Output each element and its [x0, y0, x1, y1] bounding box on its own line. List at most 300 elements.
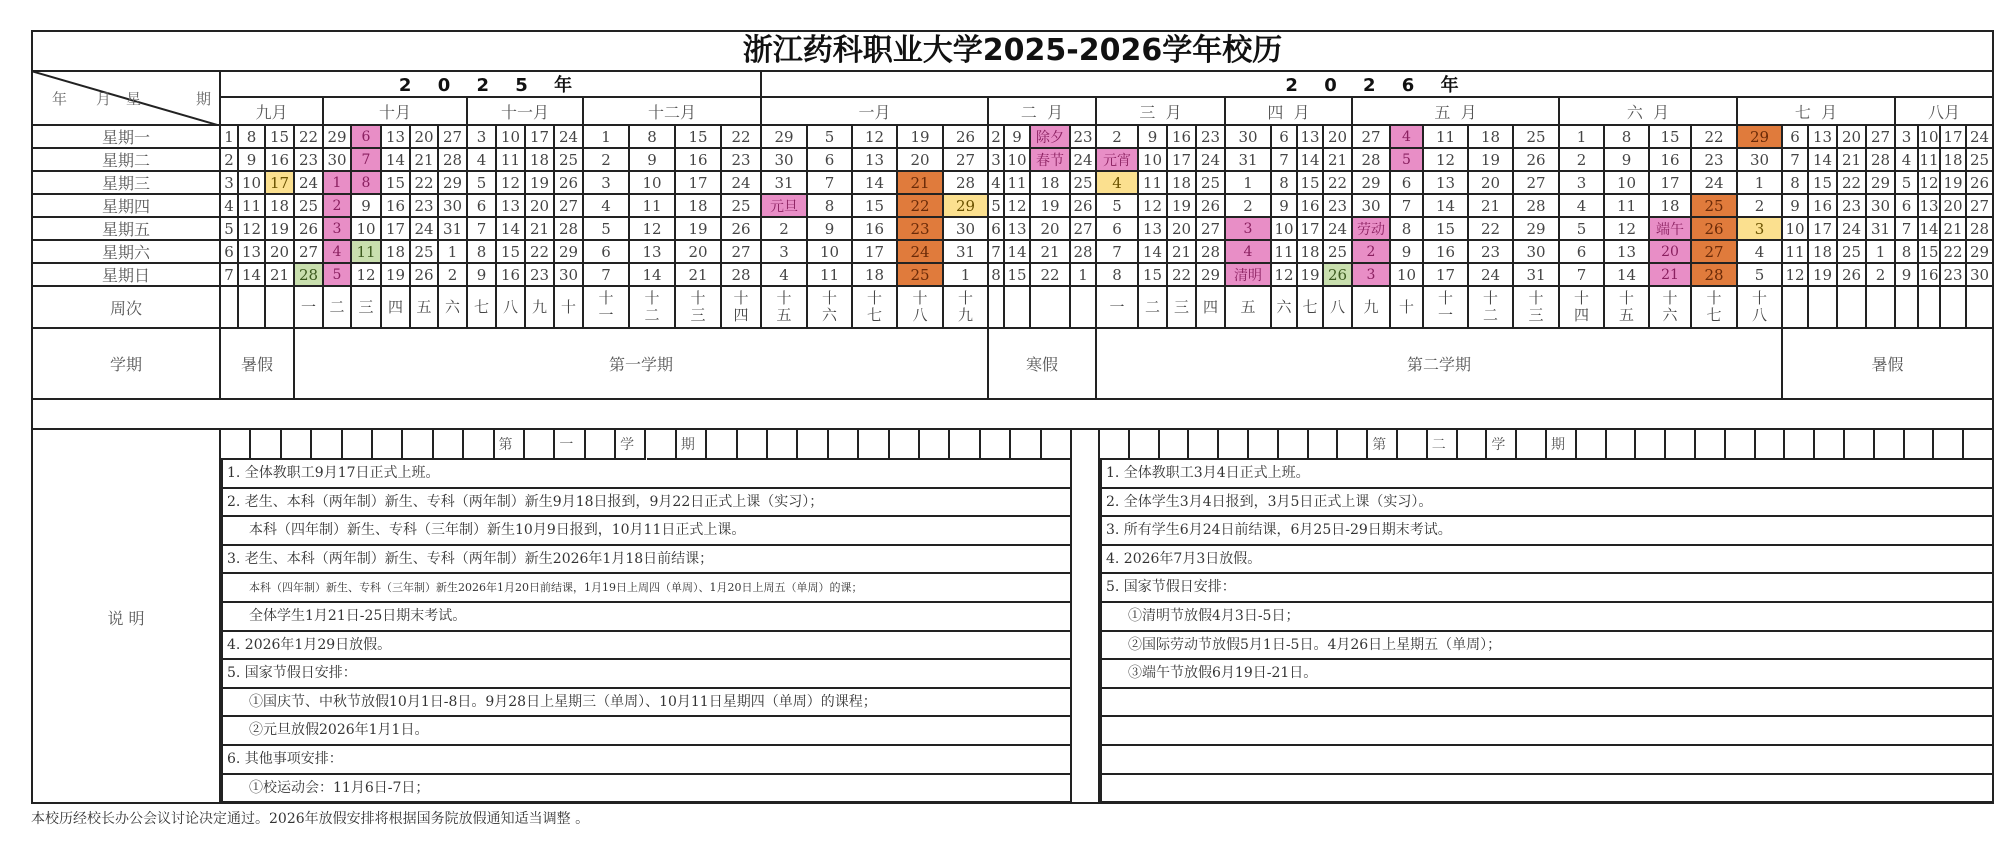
day-cell: 9	[808, 218, 853, 241]
day-cell: 21	[1168, 241, 1197, 264]
day-cell: 27	[1692, 241, 1738, 264]
day-cell: 24	[1469, 264, 1514, 287]
week-number-cell: 六	[439, 287, 468, 329]
day-cell: 23	[411, 195, 439, 218]
day-cell: 25	[898, 264, 944, 287]
day-cell: 27	[1197, 218, 1226, 241]
day-cell: 15	[266, 126, 295, 149]
day-cell: 15	[1809, 172, 1838, 195]
notes-header-cell	[403, 430, 433, 460]
day-cell: 18	[382, 241, 411, 264]
day-cell: 1	[1226, 172, 1272, 195]
day-cell: 26	[722, 218, 762, 241]
day-cell: 25	[1838, 241, 1867, 264]
notes-header-cell: 期	[677, 430, 707, 460]
day-cell: 21	[676, 264, 722, 287]
day-cell: 26	[411, 264, 439, 287]
week-number-cell: 十 九	[944, 287, 989, 329]
day-cell: 26	[1514, 149, 1560, 172]
notes-header-cell	[343, 430, 373, 460]
day-cell: 14	[1298, 149, 1324, 172]
month-header: 十一月	[468, 98, 584, 126]
day-cell: 5	[1738, 264, 1783, 287]
day-cell: 20	[1838, 126, 1867, 149]
week-number-cell: 十 二	[1469, 287, 1514, 329]
day-cell: 30	[1867, 195, 1896, 218]
day-cell: 6	[989, 218, 1005, 241]
week-number-cell: 四	[1197, 287, 1226, 329]
day-cell: 5	[1391, 149, 1424, 172]
day-cell: 13	[1809, 126, 1838, 149]
day-cell: 1	[1738, 172, 1783, 195]
day-cell: 6	[221, 241, 239, 264]
day-cell: 10	[1139, 149, 1168, 172]
day-cell: 22	[1838, 172, 1867, 195]
week-number-cell: 三	[1168, 287, 1197, 329]
week-number-cell: 十 六	[1650, 287, 1692, 329]
week-number-cell	[1919, 287, 1941, 329]
day-cell: 17	[266, 172, 295, 195]
day-cell: 清明	[1226, 264, 1272, 287]
notes-header-cell	[1815, 430, 1845, 460]
day-cell: 13	[853, 149, 898, 172]
day-cell: 29	[1738, 126, 1783, 149]
term-cell: 暑假	[221, 329, 295, 400]
day-cell: 14	[239, 264, 266, 287]
day-cell: 17	[1424, 264, 1469, 287]
notes-header-cell	[1875, 430, 1905, 460]
day-cell: 6	[1560, 241, 1605, 264]
day-cell: 8	[1272, 172, 1298, 195]
day-cell: 7	[989, 241, 1005, 264]
day-cell: 24	[1692, 172, 1738, 195]
day-cell: 26	[944, 126, 989, 149]
day-cell: 3	[1226, 218, 1272, 241]
day-cell: 14	[853, 172, 898, 195]
day-cell: 4	[324, 241, 352, 264]
day-cell: 13	[1005, 218, 1031, 241]
week-number-cell: 二	[324, 287, 352, 329]
day-cell: 29	[1514, 218, 1560, 241]
day-cell: 28	[1692, 264, 1738, 287]
day-cell: 29	[762, 126, 808, 149]
day-cell: 27	[1071, 218, 1097, 241]
day-cell: 29	[324, 126, 352, 149]
day-cell: 4	[1226, 241, 1272, 264]
day-cell: 7	[468, 218, 497, 241]
day-cell: 28	[555, 218, 584, 241]
day-cell: 9	[1139, 126, 1168, 149]
day-cell: 21	[1031, 241, 1071, 264]
notes-header-cell	[890, 430, 920, 460]
day-cell: 23	[1469, 241, 1514, 264]
day-cell: 20	[1168, 218, 1197, 241]
notes-header-cell	[647, 430, 677, 460]
day-cell: 23	[526, 264, 555, 287]
day-cell: 29	[439, 172, 468, 195]
day-cell: 4	[1391, 126, 1424, 149]
day-cell: 29	[555, 241, 584, 264]
day-cell: 9	[1783, 195, 1809, 218]
week-number-cell: 三	[352, 287, 382, 329]
note-line: 4. 2026年7月3日放假。	[1100, 546, 1994, 575]
year-header: 2 0 2 5 年	[221, 71, 762, 98]
week-number-cell: 九	[1353, 287, 1391, 329]
term-row-label: 学期	[31, 329, 221, 400]
day-cell: 5	[468, 172, 497, 195]
week-number-cell	[1005, 287, 1031, 329]
day-cell: 30	[762, 149, 808, 172]
day-cell: 2	[1353, 241, 1391, 264]
day-cell: 6	[808, 149, 853, 172]
week-number-cell	[1838, 287, 1867, 329]
day-cell: 28	[1514, 195, 1560, 218]
day-cell: 13	[1605, 241, 1650, 264]
day-cell: 13	[1424, 172, 1469, 195]
week-number-cell: 十 五	[762, 287, 808, 329]
notes-header-cell	[1042, 430, 1072, 460]
day-cell: 19	[1469, 149, 1514, 172]
notes-header-cell	[1607, 430, 1637, 460]
day-cell: 14	[1605, 264, 1650, 287]
footer-note: 本校历经校长办公会议讨论决定通过。2026年放假安排将根据国务院放假通知适当调整 。	[31, 811, 590, 827]
day-cell: 2	[1738, 195, 1783, 218]
day-cell: 29	[1197, 264, 1226, 287]
day-cell: 7	[221, 264, 239, 287]
day-cell: 24	[1838, 218, 1867, 241]
note-line: 3. 老生、本科（两年制）新生、专科（两年制）新生2026年1月18日前结课；	[221, 546, 1072, 575]
day-cell: 1	[1071, 264, 1097, 287]
day-cell: 9	[1005, 126, 1031, 149]
day-cell: 20	[1031, 218, 1071, 241]
day-cell: 11	[1424, 126, 1469, 149]
week-number-cell: 十 七	[1692, 287, 1738, 329]
day-cell: 25	[1514, 126, 1560, 149]
day-cell: 11	[352, 241, 382, 264]
day-cell: 7	[1896, 218, 1919, 241]
day-cell: 31	[1867, 218, 1896, 241]
weekday-label: 星期四	[31, 195, 221, 218]
day-cell: 12	[853, 126, 898, 149]
notes-header-cell	[1279, 430, 1309, 460]
day-cell: 13	[239, 241, 266, 264]
weekday-label: 星期日	[31, 264, 221, 287]
day-cell: 28	[1197, 241, 1226, 264]
day-cell: 1	[221, 126, 239, 149]
day-cell: 13	[630, 241, 676, 264]
day-cell: 27	[295, 241, 324, 264]
day-cell: 16	[853, 218, 898, 241]
day-cell: 15	[1139, 264, 1168, 287]
year-header: 2 0 2 6 年	[762, 71, 1994, 98]
day-cell: 3	[1738, 218, 1783, 241]
week-number-cell: 一	[1097, 287, 1139, 329]
day-cell: 8	[989, 264, 1005, 287]
day-cell: 17	[1809, 218, 1838, 241]
day-cell: 18	[1168, 172, 1197, 195]
note-line: 本科（四年制）新生、专科（三年制）新生2026年1月20日前结课，1月19日上周四（单周）、1月20日上周五（单周）的课；	[221, 574, 1072, 603]
day-cell: 12	[1005, 195, 1031, 218]
day-cell: 12	[1272, 264, 1298, 287]
day-cell: 29	[1353, 172, 1391, 195]
day-cell: 19	[1941, 172, 1967, 195]
term-cell: 第二学期	[1097, 329, 1783, 400]
month-header: 五 月	[1353, 98, 1560, 126]
notes-header-cell: 第	[495, 430, 525, 460]
week-number-cell: 八	[1324, 287, 1353, 329]
notes-header-cell	[586, 430, 616, 460]
day-cell: 26	[1967, 172, 1994, 195]
day-cell: 27	[1514, 172, 1560, 195]
week-number-cell: 十 四	[722, 287, 762, 329]
day-cell: 18	[1298, 241, 1324, 264]
day-cell: 10	[630, 172, 676, 195]
day-cell: 25	[1324, 241, 1353, 264]
day-cell: 13	[1919, 195, 1941, 218]
day-cell: 18	[526, 149, 555, 172]
term-cell: 寒假	[989, 329, 1097, 400]
day-cell: 30	[1967, 264, 1994, 287]
day-cell: 24	[411, 218, 439, 241]
day-cell: 8	[1391, 218, 1424, 241]
day-cell: 8	[1783, 172, 1809, 195]
note-line	[1100, 717, 1994, 746]
day-cell: 20	[1324, 126, 1353, 149]
notes-header-cell	[707, 430, 737, 460]
day-cell: 24	[722, 172, 762, 195]
day-cell: 24	[1197, 149, 1226, 172]
day-cell: 22	[1941, 241, 1967, 264]
day-cell: 6	[352, 126, 382, 149]
notes-header-cell	[434, 430, 464, 460]
day-cell: 12	[352, 264, 382, 287]
day-cell: 5	[1560, 218, 1605, 241]
day-cell: 6	[1783, 126, 1809, 149]
day-cell: 1	[324, 172, 352, 195]
day-cell: 21	[526, 218, 555, 241]
day-cell: 9	[1896, 264, 1919, 287]
day-cell: 2	[584, 149, 630, 172]
day-cell: 29	[944, 195, 989, 218]
day-cell: 12	[1139, 195, 1168, 218]
day-cell: 17	[1168, 149, 1197, 172]
note-line: 2. 老生、本科（两年制）新生、专科（两年制）新生9月18日报到，9月22日正式上课（实习）；	[221, 489, 1072, 518]
month-header: 十月	[324, 98, 468, 126]
notes-header-cell	[1756, 430, 1786, 460]
week-number-cell: 九	[526, 287, 555, 329]
day-cell: 23	[722, 149, 762, 172]
day-cell: 23	[295, 149, 324, 172]
weekday-label: 星期六	[31, 241, 221, 264]
notes-header-cell	[282, 430, 312, 460]
notes-header-cell: 学	[1487, 430, 1517, 460]
day-cell: 10	[1272, 218, 1298, 241]
month-header: 十二月	[584, 98, 762, 126]
day-cell: 18	[676, 195, 722, 218]
day-cell: 6	[468, 195, 497, 218]
note-line: ①清明节放假4月3日-5日；	[1100, 603, 1994, 632]
note-line	[1100, 689, 1994, 718]
day-cell: 20	[1650, 241, 1692, 264]
day-cell: 4	[1738, 241, 1783, 264]
day-cell: 3	[324, 218, 352, 241]
notes-header-cell	[1160, 430, 1190, 460]
day-cell: 16	[676, 149, 722, 172]
notes-header-cell	[1517, 430, 1547, 460]
notes-header-cell	[1458, 430, 1488, 460]
day-cell: 3	[1560, 172, 1605, 195]
day-cell: 11	[1605, 195, 1650, 218]
day-cell: 5	[989, 195, 1005, 218]
day-cell: 春节	[1031, 149, 1071, 172]
day-cell: 23	[1324, 195, 1353, 218]
day-cell: 17	[382, 218, 411, 241]
day-cell: 2	[221, 149, 239, 172]
day-cell: 8	[1896, 241, 1919, 264]
week-number-cell: 十 一	[1424, 287, 1469, 329]
day-cell: 16	[1809, 195, 1838, 218]
day-cell: 19	[1168, 195, 1197, 218]
weekday-label: 星期五	[31, 218, 221, 241]
month-header: 八月	[1896, 98, 1994, 126]
day-cell: 21	[1469, 195, 1514, 218]
day-cell: 24	[295, 172, 324, 195]
day-cell: 8	[1605, 126, 1650, 149]
day-cell: 25	[722, 195, 762, 218]
notes-header-cell	[1636, 430, 1666, 460]
note-line: 1. 全体教职工3月4日正式上班。	[1100, 460, 1994, 489]
day-cell: 16	[1168, 126, 1197, 149]
day-cell: 除夕	[1031, 126, 1071, 149]
day-cell: 30	[555, 264, 584, 287]
day-cell: 11	[630, 195, 676, 218]
day-cell: 26	[1838, 264, 1867, 287]
notes-header-cell	[1100, 430, 1130, 460]
day-cell: 19	[676, 218, 722, 241]
day-cell: 21	[898, 172, 944, 195]
notes-header-cell	[373, 430, 403, 460]
day-cell: 8	[352, 172, 382, 195]
notes-header-cell	[950, 430, 980, 460]
day-cell: 22	[1031, 264, 1071, 287]
day-cell: 10	[497, 126, 526, 149]
notes-header-cell	[859, 430, 889, 460]
day-cell: 15	[1005, 264, 1031, 287]
week-number-cell: 十 八	[1738, 287, 1783, 329]
week-number-cell: 四	[382, 287, 411, 329]
week-number-cell	[1809, 287, 1838, 329]
notes-header-cell	[251, 430, 281, 460]
weekday-label: 星期三	[31, 172, 221, 195]
day-cell: 1	[584, 126, 630, 149]
day-cell: 20	[676, 241, 722, 264]
day-cell: 19	[1298, 264, 1324, 287]
notes-header-cell	[525, 430, 555, 460]
note-line: 本科（四年制）新生、专科（三年制）新生10月9日报到，10月11日正式上课。	[221, 517, 1072, 546]
month-header: 一月	[762, 98, 989, 126]
day-cell: 31	[762, 172, 808, 195]
notes-divider	[1072, 430, 1100, 804]
day-cell: 6	[1272, 126, 1298, 149]
corner-month-label: 月	[96, 90, 112, 108]
notes-header-cell: 一	[555, 430, 585, 460]
day-cell: 27	[439, 126, 468, 149]
day-cell: 15	[676, 126, 722, 149]
note-line: 2. 全体学生3月4日报到，3月5日正式上课（实习）。	[1100, 489, 1994, 518]
day-cell: 17	[676, 172, 722, 195]
day-cell: 24	[1967, 126, 1994, 149]
notes-header-cell	[1905, 430, 1935, 460]
day-cell: 7	[808, 172, 853, 195]
day-cell: 12	[1919, 172, 1941, 195]
day-cell: 22	[898, 195, 944, 218]
day-cell: 14	[1809, 149, 1838, 172]
day-cell: 31	[439, 218, 468, 241]
weekday-label: 星期二	[31, 149, 221, 172]
note-line	[1100, 746, 1994, 775]
day-cell: 30	[944, 218, 989, 241]
day-cell: 19	[1809, 264, 1838, 287]
week-number-cell: 十 八	[898, 287, 944, 329]
day-cell: 29	[1967, 241, 1994, 264]
day-cell: 18	[1809, 241, 1838, 264]
week-number-cell	[1941, 287, 1967, 329]
day-cell: 30	[439, 195, 468, 218]
day-cell: 23	[1071, 126, 1097, 149]
day-cell: 19	[266, 218, 295, 241]
day-cell: 21	[266, 264, 295, 287]
note-line: ①国庆节、中秋节放假10月1日-8日。9月28日上星期三（单周）、10月11日星期四（单周）的课程；	[221, 689, 1072, 718]
week-number-cell: 五	[411, 287, 439, 329]
day-cell: 3	[1896, 126, 1919, 149]
day-cell: 元旦	[762, 195, 808, 218]
week-number-cell: 八	[497, 287, 526, 329]
day-cell: 16	[1298, 195, 1324, 218]
day-cell: 22	[295, 126, 324, 149]
day-cell: 18	[1031, 172, 1071, 195]
term-cell: 暑假	[1783, 329, 1994, 400]
month-header: 三 月	[1097, 98, 1226, 126]
day-cell: 13	[1298, 126, 1324, 149]
day-cell: 4	[221, 195, 239, 218]
day-cell: 25	[295, 195, 324, 218]
day-cell: 19	[1031, 195, 1071, 218]
day-cell: 14	[1919, 218, 1941, 241]
day-cell: 12	[497, 172, 526, 195]
day-cell: 26	[295, 218, 324, 241]
day-cell: 3	[584, 172, 630, 195]
day-cell: 15	[382, 172, 411, 195]
day-cell: 26	[1692, 218, 1738, 241]
day-cell: 16	[1919, 264, 1941, 287]
notes-header-cell	[464, 430, 494, 460]
day-cell: 18	[266, 195, 295, 218]
notes-header-cell	[1249, 430, 1279, 460]
day-cell: 2	[762, 218, 808, 241]
day-cell: 12	[1605, 218, 1650, 241]
week-number-cell: 十 六	[808, 287, 853, 329]
day-cell: 4	[1896, 149, 1919, 172]
day-cell: 7	[1391, 195, 1424, 218]
day-cell: 15	[1919, 241, 1941, 264]
day-cell: 26	[1197, 195, 1226, 218]
day-cell: 10	[1005, 149, 1031, 172]
day-cell: 27	[555, 195, 584, 218]
day-cell: 31	[1514, 264, 1560, 287]
day-cell: 26	[1071, 195, 1097, 218]
day-cell: 23	[1197, 126, 1226, 149]
day-cell: 3	[989, 149, 1005, 172]
